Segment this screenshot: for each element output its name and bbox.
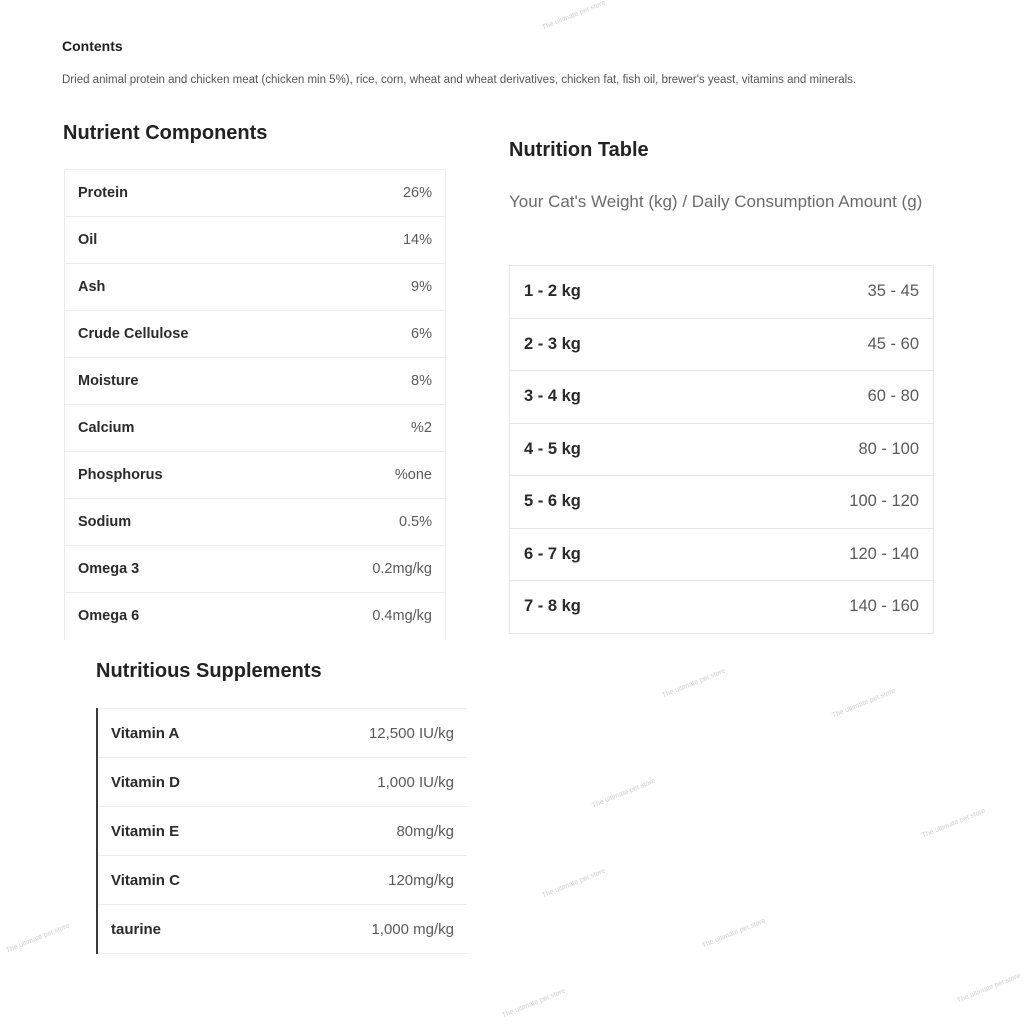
nutrient-value: 0.4mg/kg — [372, 608, 432, 625]
nutrient-label: Omega 3 — [65, 546, 299, 593]
supplement-value: 120mg/kg — [268, 856, 467, 905]
supplement-label: Vitamin E — [97, 807, 268, 856]
watermark: The ultimate pet store — [661, 667, 727, 700]
nutrient-value: 0.5% — [298, 499, 445, 546]
table-row — [97, 856, 467, 905]
nutrient-label: Oil — [65, 217, 299, 264]
table-row — [65, 358, 446, 405]
supplement-label: taurine — [97, 905, 268, 954]
daily-amount: 45 - 60 — [707, 318, 934, 371]
nutrient-value: 0.2mg/kg — [298, 546, 445, 593]
table-row — [65, 170, 446, 217]
cat-weight: 4 - 5 kg — [510, 423, 707, 476]
table-row — [65, 264, 446, 311]
nutrition-table-subtitle: Your Cat's Weight (kg) / Daily Consumption Amount (g) — [509, 192, 923, 211]
watermark: The ultimate pet store — [501, 987, 567, 1020]
table-row — [510, 476, 934, 529]
nutrient-label: Sodium — [65, 499, 299, 546]
nutrition-table-title: Nutrition Table — [509, 139, 649, 161]
table-row — [65, 593, 446, 640]
daily-amount: 60 - 80 — [707, 371, 934, 424]
daily-amount: 80 - 100 — [707, 423, 934, 476]
cat-weight: 7 - 8 kg — [510, 581, 707, 634]
nutrition-table — [509, 265, 934, 634]
watermark: The ultimate pet store — [831, 687, 897, 720]
table-row — [510, 423, 934, 476]
nutrient-value: %2 — [298, 405, 445, 452]
supplement-value: 12,500 IU/kg — [268, 709, 467, 758]
cat-weight: 3 - 4 kg — [510, 371, 707, 424]
table-row — [65, 452, 446, 499]
watermark: The ultimate pet store — [541, 867, 607, 900]
supplement-label: Vitamin A — [97, 709, 268, 758]
table-row — [65, 311, 446, 358]
nutrient-label: Moisture — [65, 358, 299, 405]
watermark: The ultimate pet store — [921, 807, 987, 840]
nutrient-label: Phosphorus — [65, 452, 299, 499]
nutrient-value: %one — [298, 452, 445, 499]
cat-weight: 5 - 6 kg — [510, 476, 707, 529]
daily-amount: 35 - 45 — [707, 266, 934, 319]
table-row — [65, 405, 446, 452]
cat-weight: 2 - 3 kg — [510, 318, 707, 371]
supplement-value: 1,000 IU/kg — [268, 758, 467, 807]
nutrient-label: Crude Cellulose — [65, 311, 299, 358]
nutrient-components-title: Nutrient Components — [63, 122, 268, 144]
contents-text: Dried animal protein and chicken meat (chicken min 5%), rice, corn, wheat and wheat derivatives, chicken fat, fish oil, brewer's yeast, vitamins and minerals. — [62, 74, 857, 86]
daily-amount: 140 - 160 — [707, 581, 934, 634]
table-row — [65, 546, 446, 593]
nutrient-value: 6% — [298, 311, 445, 358]
nutrient-value: 26% — [298, 170, 445, 217]
nutrient-label: Calcium — [65, 405, 299, 452]
table-row — [97, 709, 467, 758]
table-row — [510, 266, 934, 319]
table-row — [97, 807, 467, 856]
daily-amount: 120 - 140 — [707, 528, 934, 581]
table-row — [65, 217, 446, 264]
cat-weight: 1 - 2 kg — [510, 266, 707, 319]
table-row — [510, 371, 934, 424]
nutrient-value: 9% — [298, 264, 445, 311]
watermark: The ultimate pet store — [541, 0, 607, 32]
table-row — [97, 758, 467, 807]
table-row — [97, 905, 467, 954]
nutrient-components-table — [64, 169, 446, 640]
nutrient-value: 14% — [298, 217, 445, 264]
watermark: The ultimate pet store — [5, 922, 71, 955]
watermark: The ultimate pet store — [591, 777, 657, 810]
nutrient-label: Protein — [65, 170, 299, 217]
supplement-value: 1,000 mg/kg — [268, 905, 467, 954]
daily-amount: 100 - 120 — [707, 476, 934, 529]
table-row — [65, 499, 446, 546]
watermark: The ultimate pet store — [701, 917, 767, 950]
supplements-title: Nutritious Supplements — [96, 660, 322, 682]
nutrient-label: Ash — [65, 264, 299, 311]
nutrient-value: 8% — [298, 358, 445, 405]
table-row — [510, 528, 934, 581]
table-row — [510, 318, 934, 371]
supplements-table — [96, 708, 467, 954]
watermark: The ultimate pet store — [956, 972, 1022, 1005]
supplement-label: Vitamin D — [97, 758, 268, 807]
supplement-label: Vitamin C — [97, 856, 268, 905]
cat-weight: 6 - 7 kg — [510, 528, 707, 581]
table-row — [510, 581, 934, 634]
contents-title: Contents — [62, 38, 123, 54]
nutrient-label: Omega 6 — [78, 608, 140, 625]
supplement-value: 80mg/kg — [268, 807, 467, 856]
